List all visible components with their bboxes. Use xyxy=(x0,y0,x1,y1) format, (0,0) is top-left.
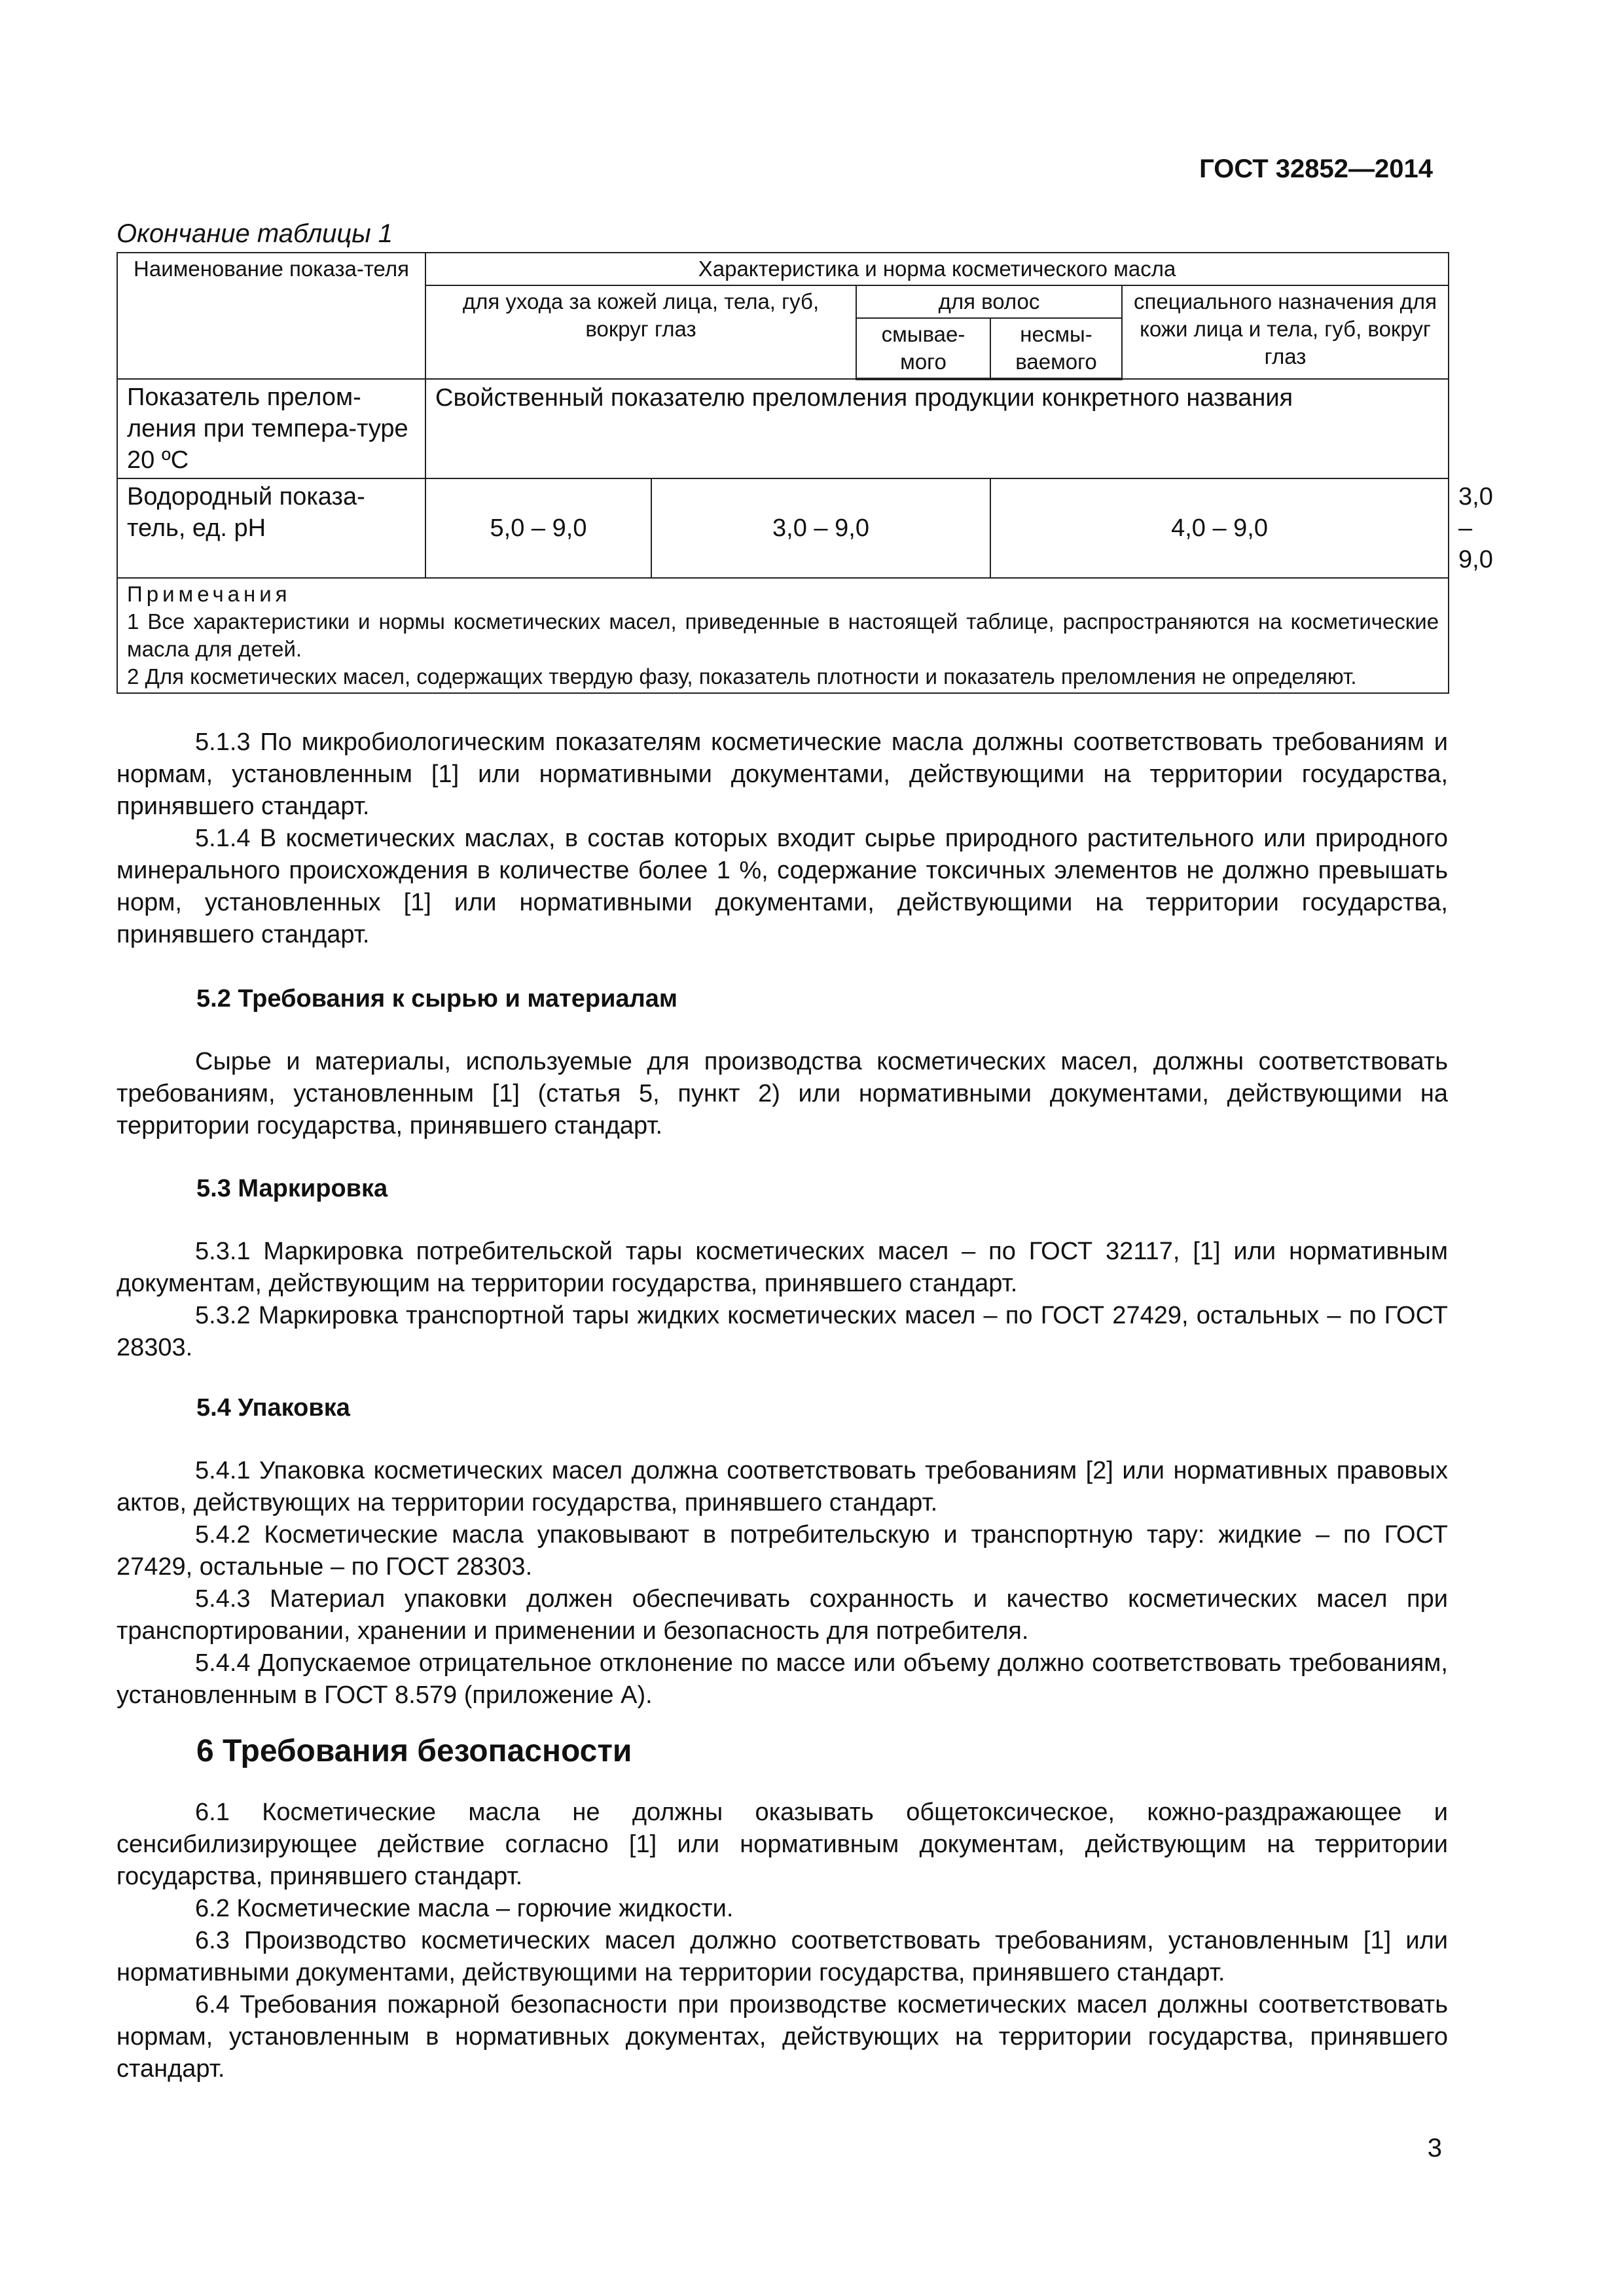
table-notes xyxy=(117,578,1449,693)
row-name-refraction: Показатель прелом-ления при темпера-туре 20 ºС xyxy=(117,379,425,478)
table-row xyxy=(117,379,1449,478)
note-1: 1 Все характеристики и нормы косметических масел, приведенные в настоящей таблице, распространяются на косметические масла для детей. xyxy=(127,609,1439,661)
paragraph-5-3-1: 5.3.1 Маркировка потребительской тары косметических масел – по ГОСТ 32117, [1] или нормативным документам, действующим на территории государства, принявшего стандарт. xyxy=(117,1238,1448,1297)
paragraph-5-1-3: 5.1.3 По микробиологическим показателям косметические масла должны соответствовать требованиям и нормам, установленным [1] или нормативными документами, действующими на территории государства, принявшего стандарт. xyxy=(117,728,1448,820)
paragraph-6-1: 6.1 Косметические масла не должны оказывать общетоксическое, кожно-раздражающее и сенсибилизирующее действие согласно [1] или нормативным документам, действующим на территории государства, принявшего стандарт. xyxy=(117,1799,1448,1890)
group-header: Характеристика и норма косметического масла xyxy=(425,253,1449,285)
notes-title: Примечания xyxy=(127,582,291,606)
page-number: 3 xyxy=(1427,2134,1442,2162)
section-5-3-body xyxy=(117,1236,1448,1364)
subheader-hair: для волос xyxy=(856,285,1122,318)
paragraph-5-2: Сырье и материалы, используемые для производства косметических масел, должны соответствовать требованиям, установленным [1] (статья 5, пункт 2) или нормативными документами, действующими на территории государства, принявшего стандарт. xyxy=(117,1048,1448,1139)
heading-5-3: 5.3 Маркировка xyxy=(196,1175,388,1202)
paragraph-5-4-3: 5.4.3 Материал упаковки должен обеспечивать сохранность и качество косметических масел при транспортировании, хранении и применении и безопасность для потребителя. xyxy=(117,1585,1448,1645)
paragraph-6-4: 6.4 Требования пожарной безопасности при производстве косметических масел должны соответствовать нормам, установленным в нормативных документах, действующих на территории государства, принявшего стандарт. xyxy=(117,1991,1448,2083)
table-row: Водородный показа-тель, ед. рН 5,0 – 9,0 3,0 – 9,0 4,0 – 9,0 3,0 – 9,0 xyxy=(117,478,1449,578)
subheader-hair-leave-in: несмы-ваемого xyxy=(990,318,1122,379)
paragraph-6-3: 6.3 Производство косметических масел должно соответствовать требованиям, установленным [1] или нормативными документами, действующими на территории государства, принявшего стандарт. xyxy=(117,1927,1448,1986)
note-2: 2 Для косметических масел, содержащих твердую фазу, показатель плотности и показатель преломления не определяют. xyxy=(127,664,1357,689)
paragraph-5-4-4: 5.4.4 Допускаемое отрицательное отклонение по массе или объему должно соответствовать требованиям, установленным в ГОСТ 8.579 (приложение А). xyxy=(117,1649,1448,1709)
document-code: ГОСТ 32852—2014 xyxy=(1199,154,1433,183)
subheader-hair-rinse: смывае-мого xyxy=(856,318,990,379)
subheader-face-care: для ухода за кожей лица, тела, губ, вокруг глаз xyxy=(425,285,856,379)
paragraph-5-1-4: 5.1.4 В косметических маслах, в состав которых входит сырье природного растительного или природного минерального происхождения в количестве более 1 %, содержание токсичных элементов не должно превышать норм, установленных [1] или нормативными документами, действующими на территории государства, принявшего стандарт. xyxy=(117,825,1448,948)
paragraph-6-2: 6.2 Косметические масла – горючие жидкости. xyxy=(195,1895,734,1922)
heading-5-4: 5.4 Упаковка xyxy=(196,1394,350,1422)
ph-value-hair-leave-in: 4,0 – 9,0 xyxy=(990,478,1449,578)
col-name-header: Наименование показа-теля xyxy=(117,253,425,379)
heading-section-6: 6 Требования безопасности xyxy=(196,1734,632,1768)
ph-value-face: 5,0 – 9,0 xyxy=(425,478,651,578)
paragraph-5-4-1: 5.4.1 Упаковка косметических масел должна соответствовать требованиям [2] или нормативных правовых актов, действующих на территории государства, принявшего стандарт. xyxy=(117,1457,1448,1516)
row-value-refraction: Свойственный показателю преломления продукции конкретного названия xyxy=(425,379,1449,478)
paragraph-5-4-2: 5.4.2 Косметические масла упаковывают в потребительскую и транспортную тару: жидкие – по ГОСТ 27429, остальные – по ГОСТ 28303. xyxy=(117,1521,1448,1581)
section-5-4-body xyxy=(117,1455,1448,1712)
section-5-1-paragraphs xyxy=(117,726,1448,951)
paragraph-5-3-2: 5.3.2 Маркировка транспортной тары жидких косметических масел – по ГОСТ 27429, остальных – по ГОСТ 28303. xyxy=(117,1302,1448,1361)
heading-5-2: 5.2 Требования к сырью и материалам xyxy=(196,985,677,1013)
spec-table xyxy=(117,252,1493,694)
table-caption: Окончание таблицы 1 xyxy=(117,219,393,248)
section-5-2-body xyxy=(117,1046,1448,1142)
section-6-body xyxy=(117,1797,1448,2085)
subheader-special: специального назначения для кожи лица и тела, губ, вокруг глаз xyxy=(1122,285,1449,379)
row-name-ph: Водородный показа-тель, ед. рН xyxy=(117,478,425,578)
ph-value-hair-rinse: 3,0 – 9,0 xyxy=(651,478,990,578)
